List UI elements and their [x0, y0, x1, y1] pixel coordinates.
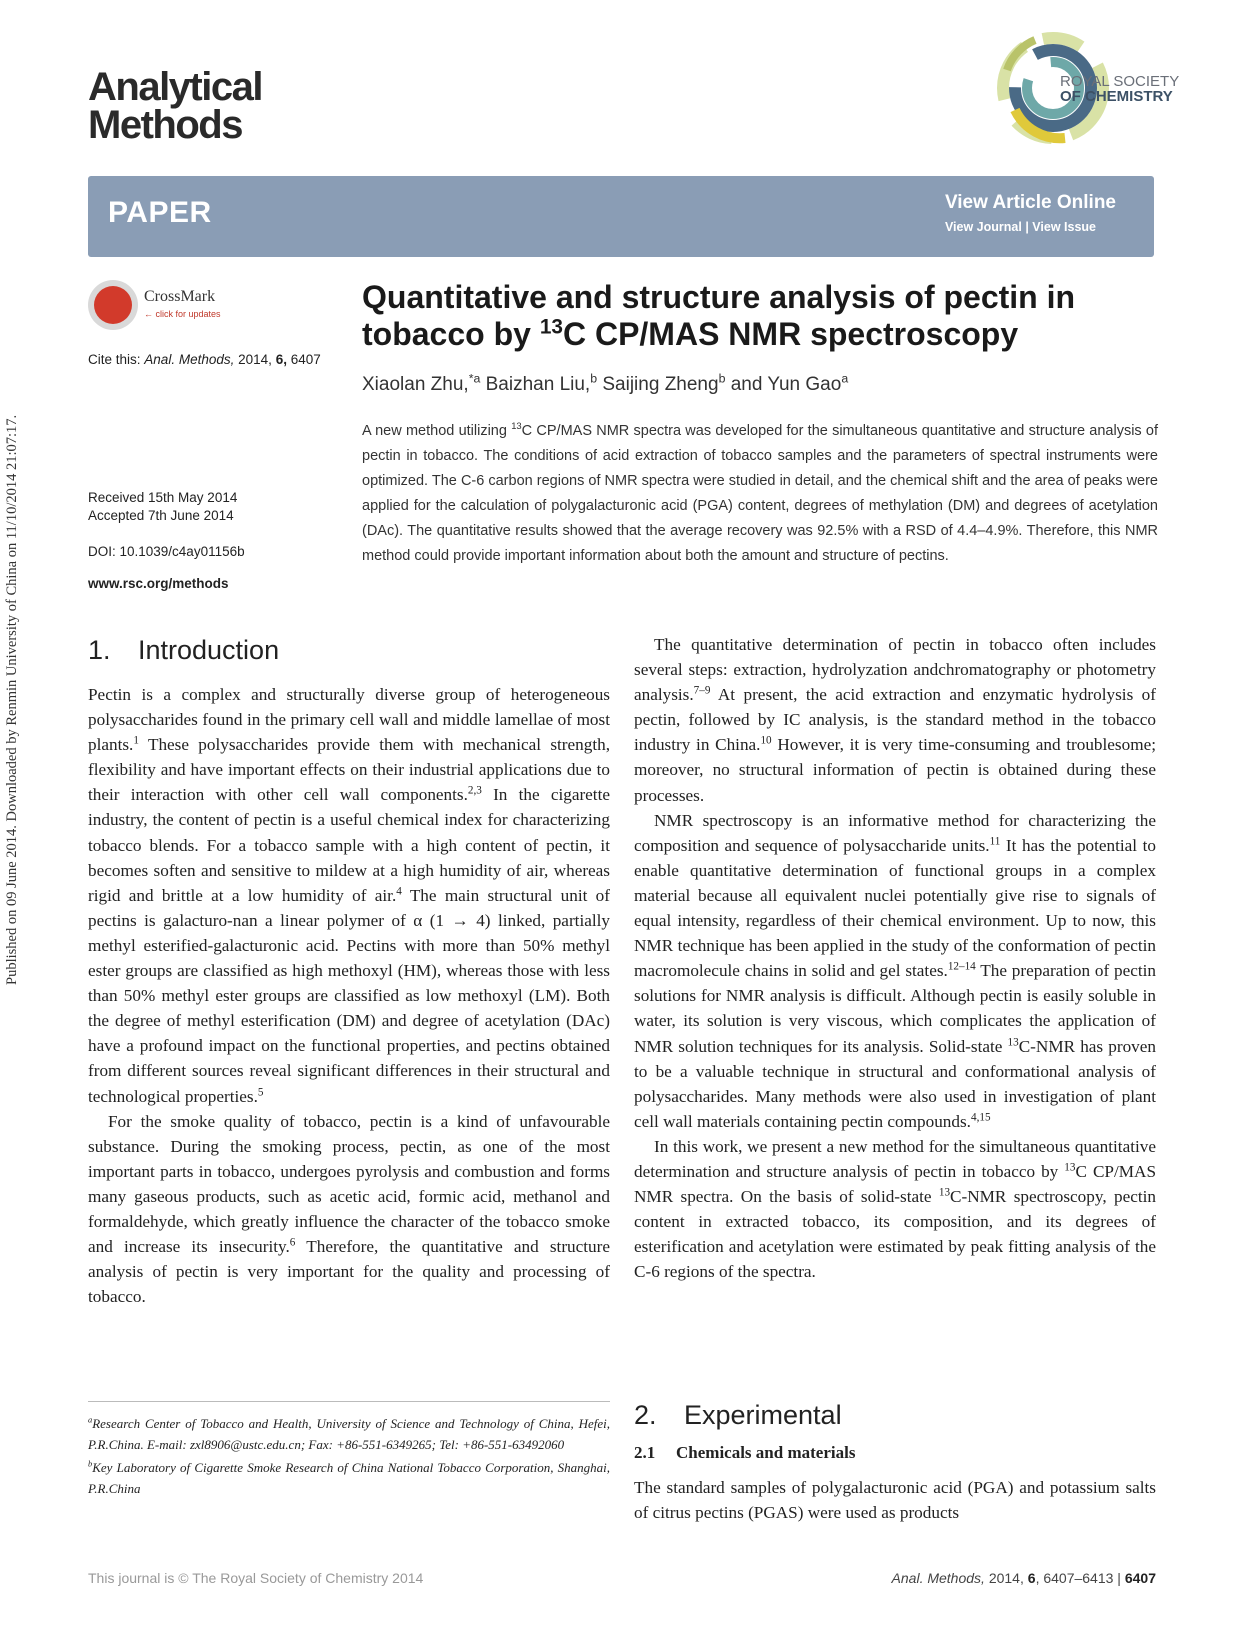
title-line1: Quantitative and structure analysis of pectin in	[362, 279, 1076, 315]
paragraph: The standard samples of polygalacturonic acid (PGA) and potassium salts of citrus pectins (PGAS) were used as products	[634, 1478, 1156, 1523]
citation	[88, 352, 321, 367]
cite-label: Cite this:	[88, 352, 141, 367]
ref-link[interactable]: 6	[289, 1236, 296, 1249]
page-footer	[892, 1570, 1156, 1586]
subsection-heading	[634, 1443, 855, 1463]
subsection-title: Chemicals and materials	[676, 1443, 856, 1462]
author-2: Baizhan Liu,	[480, 374, 591, 395]
article-title	[362, 279, 1142, 353]
affiliation-footnotes	[88, 1413, 610, 1501]
paragraph: Pectin is a complex and structurally diverse group of heterogeneous polysaccharides found in the primary cell wall and middle lamellae of most plants.$^1$ These polysaccharides provide them with mechanical strength, flexibility and have important effects on their industrial applications due to their interaction with other cell wall components.$^{2,3}$ In the cigarette industry, the content of pectin is a useful chemical index for characterizing tobacco blends. For a tobacco sample with a high content of pectin, it becomes soften and sensitive to mildew at a high humidity of air, whereas rigid and brittle at a low humidity of air.$^4$ The main structural unit of pectins is galacturo-nan a linear polymer of α (1 → 4) linked, partially methyl esterified-galacturonic acid. Pectins with more than 50% methyl ester groups are classified as high methoxyl (HM), whereas those with less than 50% methyl ester groups are classified as low methoxyl (LM). Both the degree of methyl esterification (DM) and degree of acetylation (DAc) have a profound impact on the functional properties, and pectins obtained from different sources reveal significant differences in their structural and technological properties.$^5$	[88, 685, 610, 1106]
cite-volume: 6,	[275, 352, 287, 367]
abstract-pre: A new method utilizing	[362, 423, 512, 439]
download-stamp: Published on 09 June 2014. Downloaded by Renmin University of China on 11/10/2014 21:07:17.	[4, 414, 20, 985]
footer-journal: Anal. Methods,	[891, 1570, 985, 1586]
footer-sep: |	[1113, 1570, 1125, 1586]
link-separator: |	[1025, 220, 1029, 234]
footer-pages: , 6407–6413	[1035, 1570, 1114, 1586]
ref-link[interactable]: 4	[396, 885, 402, 898]
title-sup: 13	[539, 315, 563, 339]
title-line2-post: C CP/MAS NMR spectroscopy	[562, 316, 1019, 352]
copyright-footer: This journal is © The Royal Society of Chemistry 2014	[88, 1570, 424, 1586]
section-title: Experimental	[684, 1400, 842, 1430]
crossmark-inner	[94, 286, 132, 324]
journal-url[interactable]: www.rsc.org/methods	[88, 576, 229, 591]
abstract-sup: 13	[511, 420, 522, 432]
article-type-label: PAPER	[108, 196, 212, 229]
journal-name-line2: Methods	[88, 103, 242, 147]
rsc-line1: ROYAL SOCIETY	[1060, 73, 1180, 90]
footnote-b: $^b$Key Laboratory of Cigarette Smoke Research of China National Tobacco Corporation, Shanghai, P.R.China	[88, 1458, 610, 1496]
section-heading-experimental	[634, 1400, 842, 1431]
view-issue-link[interactable]: View Issue	[1032, 220, 1096, 234]
paragraph: NMR spectroscopy is an informative method for characterizing the composition and sequence of polysaccharide units.$^{11}$ It has the potential to enable quantitative determination of functional groups in a complex material because all equivalent nuclei potentially give rise to signals of equal intensity, regardless of their chemical environment. Up to now, this NMR technique has been applied in the study of the conformation of pectin macromolecule chains in solid and gel states.$^{12-14}$ The preparation of pectin solutions for NMR analysis is difficult. Although pectin is easily soluble in water, its solution is very viscous, which complicates the application of NMR solution techniques for its analysis. Solid-state $^{13}$C-NMR has proven to be a valuable technique in structural and conformational analysis of polysaccharides. Many methods were also used in investigation of plant cell wall materials containing pectin compounds.$^{4,15}$	[634, 810, 1157, 1131]
left-column	[88, 682, 610, 1309]
article-type-banner	[88, 176, 1154, 257]
cite-journal: Anal. Methods,	[144, 352, 235, 367]
accepted-date: Accepted 7th June 2014	[88, 508, 234, 523]
crossmark-label: CrossMark	[144, 288, 216, 305]
footer-year: 2014,	[984, 1570, 1028, 1586]
paragraph: In this work, we present a new method for the simultaneous quantitative determination and structure analysis of pectin in tobacco by $^{13}$C CP/MAS NMR spectra. On the basis of solid-state $^{13}$C-NMR spectroscopy, pectin content in extracted tobacco, its composition, and its degrees of esterification and acetylation were estimated by peak fitting analysis of the C-6 regions of the spectra.	[634, 1136, 1157, 1282]
author-3-affil: b	[718, 371, 726, 386]
journal-logo[interactable]	[88, 65, 262, 147]
right-column	[634, 632, 1156, 1284]
abstract	[362, 419, 1158, 570]
rsc-logo-text	[1060, 74, 1179, 104]
view-article-online-link[interactable]: View Article Online	[944, 192, 1116, 213]
section-number: 1.	[88, 635, 111, 665]
abstract-text: C CP/MAS NMR spectra was developed for the simultaneous quantitative and structure analysis of pectin in tobacco. The conditions of acid extraction of tobacco samples and the parameters of spectral instruments were optimized. The C-6 carbon regions of NMR spectra were studied in detail, and the chemical shift and the area of peaks were applied for the calculation of polygalacturonic acid (PGA) content, degrees of methylation (DM) and degrees of acetylation (DAc). The quantitative results showed that the average recovery was 92.5% with a RSD of 4.4–4.9%. Therefore, this NMR method could provide important information about both the amount and structure of pectins.	[362, 423, 1159, 565]
view-journal-link[interactable]: View Journal	[944, 220, 1022, 234]
ref-link[interactable]: 2,3	[467, 784, 482, 797]
cite-page: 6407	[290, 352, 321, 367]
doi[interactable]: DOI: 10.1039/c4ay01156b	[88, 544, 245, 559]
title-line2-pre: tobacco by	[362, 316, 540, 352]
paragraph: For the smoke quality of tobacco, pectin is a kind of unfavourable substance. During the smoking process, pectin, as one of the most important parts in tobacco, undergoes pyrolysis and combustion and forms many gaseous products, such as acetic acid, formic acid, methanol and formaldehyde, which greatly influence the character of the tobacco smoke and increase its insecurity.$^6$ Therefore, the quantitative and structure analysis of pectin is very important for the quality and processing of tobacco.	[88, 1111, 611, 1307]
received-date: Received 15th May 2014	[88, 490, 238, 505]
author-1-affil: *a	[468, 371, 481, 386]
ref-link[interactable]: 12–14	[947, 960, 976, 973]
experimental-text	[634, 1475, 1156, 1525]
crossmark-sub: ← click for updates	[144, 309, 221, 319]
author-3: Saijing Zheng	[597, 374, 719, 395]
author-2-affil: b	[590, 371, 598, 386]
footer-volume: 6	[1027, 1570, 1036, 1586]
section-heading-introduction	[88, 635, 279, 666]
subsection-number: 2.1	[634, 1443, 656, 1462]
author-1: Xiaolan Zhu,	[362, 374, 469, 395]
rsc-line2: OF CHEMISTRY	[1060, 88, 1173, 105]
author-list	[362, 371, 849, 396]
ref-link[interactable]: 5	[257, 1085, 264, 1098]
journal-name-line1: Analytical	[88, 65, 262, 109]
ref-link[interactable]: 7–9	[693, 684, 711, 697]
page-number: 6407	[1124, 1570, 1156, 1586]
author-4: and Yun Gao	[725, 374, 842, 395]
crossmark-icon	[88, 280, 138, 330]
ref-link[interactable]: 1	[133, 734, 139, 747]
section-title: Introduction	[138, 635, 280, 665]
cite-year: 2014,	[238, 352, 272, 367]
author-4-affil: a	[841, 371, 849, 386]
ref-link[interactable]: 11	[989, 835, 1001, 848]
footnote-divider	[88, 1401, 610, 1402]
crossmark-badge[interactable]	[88, 280, 248, 334]
section-number: 2.	[634, 1400, 657, 1430]
dates	[88, 489, 237, 525]
crossmark-sub-text: click for updates	[155, 309, 221, 319]
view-links	[945, 220, 1096, 234]
ref-link[interactable]: 10	[760, 734, 772, 747]
ref-link[interactable]: 4,15	[970, 1111, 991, 1124]
paragraph: The quantitative determination of pectin in tobacco often includes several steps: extraction, hydrolyzation andchromatography or photometry analysis.$^{7-9}$ At present, the acid extraction and enzymatic hydrolysis of pectin, followed by IC analysis, is the standard method in the tobacco industry in China.$^{10}$ However, it is very time-consuming and troublesome; moreover, no structural information of pectin is obtained during these processes.	[634, 635, 1156, 805]
footnote-a: $^a$Research Center of Tobacco and Health, University of Science and Technology of China, Hefei, P.R.China. E-mail: zxl8906@ustc.edu.cn; Fax: +86-551-6349265; Tel: +86-551-63492060	[88, 1414, 610, 1452]
